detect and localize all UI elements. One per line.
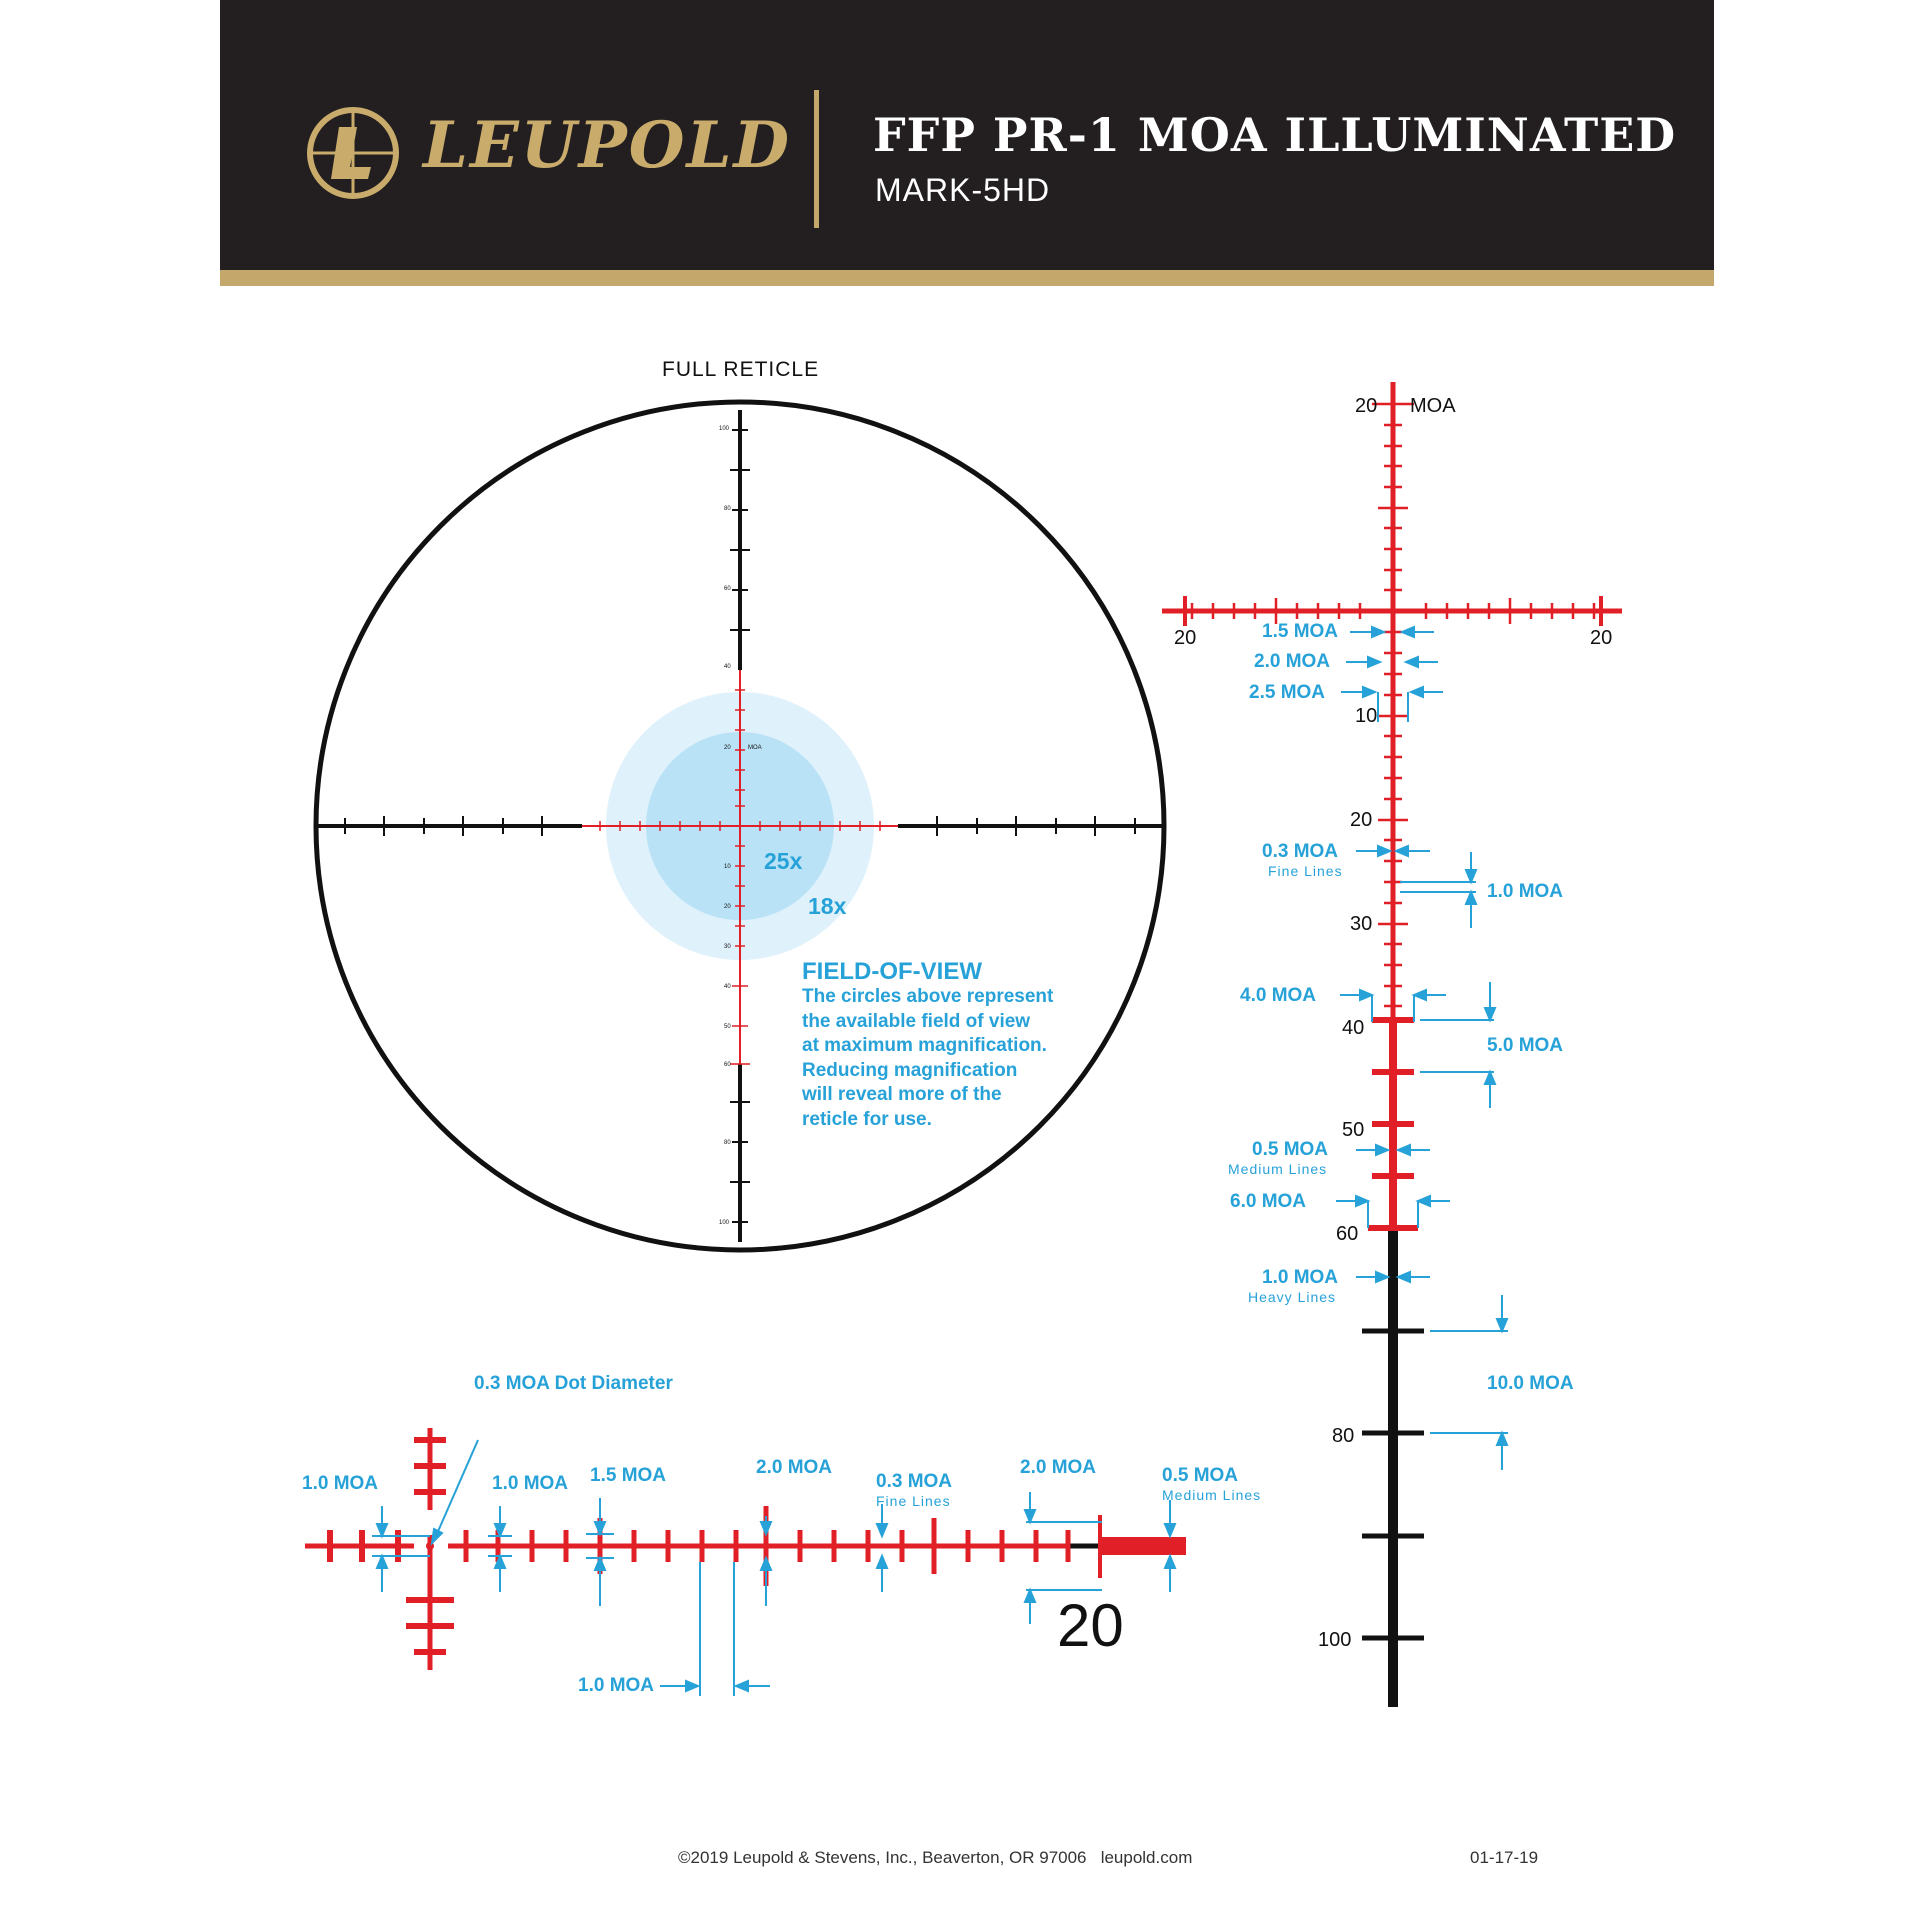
detail-vertical-dimension-lines	[1336, 627, 1508, 1470]
detail-v-label: 20	[1355, 395, 1378, 417]
product-subtitle: MARK-5HD	[875, 172, 1051, 208]
full-tick-label: 100	[719, 426, 730, 432]
horizontal-end-label: 20	[1057, 1592, 1124, 1659]
detail-v-label: 20	[1350, 809, 1373, 831]
annotation-medium-lines: Medium Lines	[1228, 1161, 1328, 1177]
annotation-0-3-moa: 0.3 MOA	[876, 1471, 953, 1492]
annotation-1-0-moa-gap: 1.0 MOA	[578, 1675, 655, 1696]
center-cross-arms	[305, 1428, 430, 1670]
annotation-1-0-moa: 1.0 MOA	[1487, 881, 1564, 902]
full-tick-label: 40	[724, 984, 731, 990]
fov-25x-label: 25x	[764, 848, 803, 874]
full-tick-label: 60	[724, 586, 731, 592]
annotation-heavy-lines: Heavy Lines	[1248, 1289, 1337, 1305]
full-tick-label: 20	[724, 745, 731, 751]
full-moa-label: MOA	[748, 745, 762, 751]
annotation-fine-lines: Fine Lines	[1268, 863, 1343, 879]
annotation-2-0-moa: 2.0 MOA	[1254, 651, 1331, 672]
product-title: FFP PR-1 MOA ILLUMINATED	[873, 108, 1677, 162]
annotation-0-5-moa: 0.5 MOA	[1162, 1465, 1239, 1486]
detail-v-label: 10	[1355, 705, 1378, 727]
fov-title: FIELD-OF-VIEW	[802, 958, 982, 985]
detail-v-label: 30	[1350, 913, 1373, 935]
footer-date: 01-17-19	[1470, 1848, 1539, 1867]
annotation-6-0-moa: 6.0 MOA	[1230, 1191, 1307, 1212]
full-tick-label: 50	[724, 1024, 731, 1030]
full-tick-label: 10	[724, 864, 731, 870]
brand-name: LEUPOLD	[423, 108, 791, 183]
annotation-medium-lines: Medium Lines	[1162, 1487, 1262, 1503]
annotation-2-5-moa: 2.5 MOA	[1249, 682, 1326, 703]
annotation-2-0-moa: 2.0 MOA	[1020, 1457, 1097, 1478]
detail-v-label: 80	[1332, 1425, 1355, 1447]
detail-h-label: 20	[1590, 627, 1613, 649]
annotation-fine-lines: Fine Lines	[876, 1493, 951, 1509]
footer-website[interactable]: leupold.com	[1100, 1848, 1193, 1867]
detail-v-label: 50	[1342, 1119, 1365, 1141]
dot-diameter-label: 0.3 MOA Dot Diameter	[474, 1373, 673, 1394]
annotation-4-0-moa: 4.0 MOA	[1240, 985, 1317, 1006]
annotation-2-0-moa: 2.0 MOA	[756, 1457, 833, 1478]
annotation-0-5-moa: 0.5 MOA	[1252, 1139, 1329, 1160]
annotation-10-0-moa: 10.0 MOA	[1487, 1373, 1574, 1394]
full-tick-label: 30	[724, 944, 731, 950]
full-tick-label: 60	[724, 1062, 731, 1068]
fov-18x-label: 18x	[808, 893, 847, 919]
annotation-0-3-moa: 0.3 MOA	[1262, 841, 1339, 862]
annotation-1-0-moa: 1.0 MOA	[302, 1473, 379, 1494]
annotation-1-5-moa: 1.5 MOA	[1262, 621, 1339, 642]
annotation-1-5-moa: 1.5 MOA	[590, 1465, 667, 1486]
full-tick-label: 80	[724, 1140, 731, 1146]
annotation-5-0-moa: 5.0 MOA	[1487, 1035, 1564, 1056]
detail-v-label: 60	[1336, 1223, 1359, 1245]
full-tick-label: 40	[724, 664, 731, 670]
full-tick-label: 80	[724, 506, 731, 512]
annotation-1-0-moa: 1.0 MOA	[492, 1473, 569, 1494]
full-reticle-label: FULL RETICLE	[662, 358, 820, 381]
full-tick-label: 20	[724, 904, 731, 910]
full-tick-label: 100	[719, 1220, 730, 1226]
footer-copyright: ©2019 Leupold & Stevens, Inc., Beaverton, OR 97006	[678, 1848, 1087, 1867]
fov-description: The circles above represent the available field of view at maximum magnification. Reducing magnification will reveal more of the reticle for use.	[802, 986, 1054, 1130]
detail-v-label: 100	[1318, 1629, 1352, 1651]
detail-v-unit: MOA	[1410, 395, 1456, 417]
detail-v-label: 40	[1342, 1017, 1365, 1039]
footer-text	[678, 1848, 1192, 1868]
annotation-1-0-moa-heavy: 1.0 MOA	[1262, 1267, 1339, 1288]
detail-h-label: 20	[1174, 627, 1197, 649]
